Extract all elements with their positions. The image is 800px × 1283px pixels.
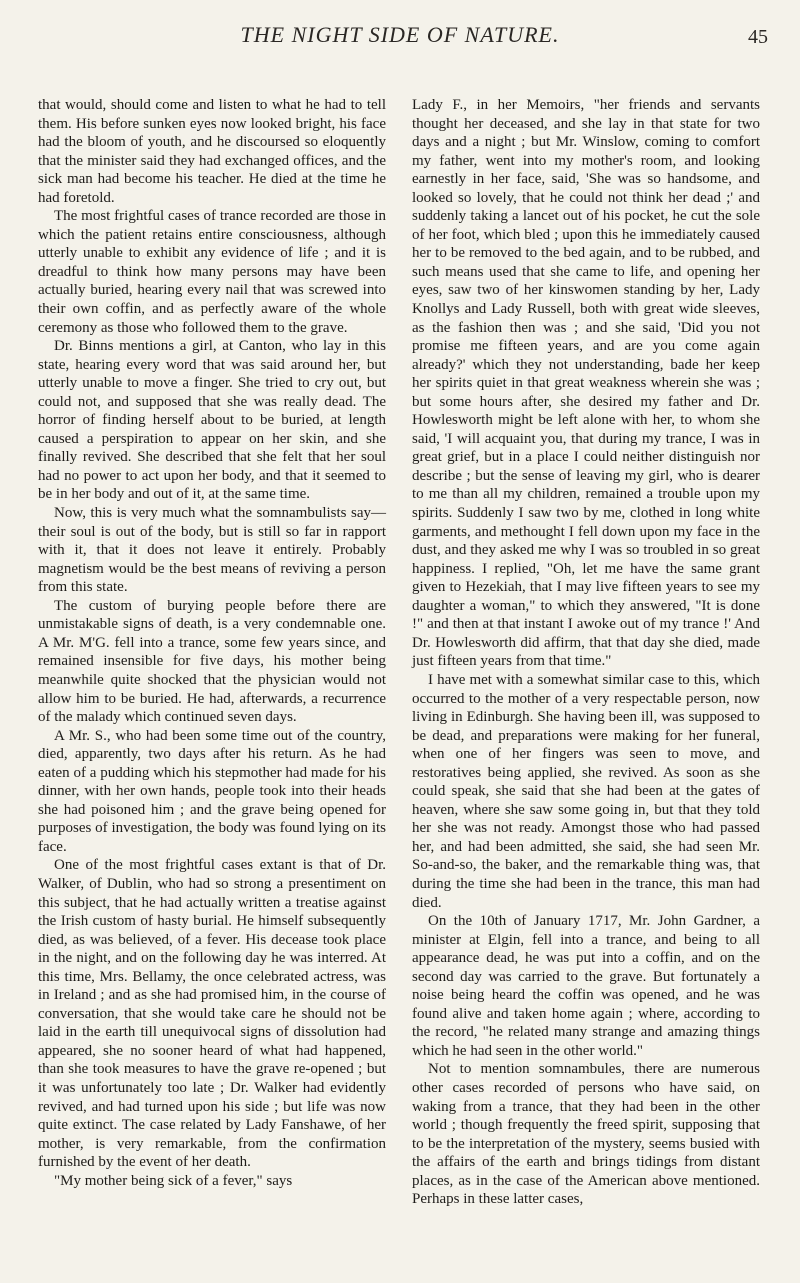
paragraph: I have met with a somewhat similar case to this, which occurred to the mother of a very respectable person, now living in Edinburgh. She having been ill, was supposed to be dead, and preparations were making for her funeral, when one of her fingers was seen to move, and restoratives being applied, she revived. As soon as she could speak, she said that she had been at the gates of heaven, where she saw some going in, but that they told her she was not ready. Amongst those who had passed her, and had been admitted, she said, she had seen Mr. So-and-so, the baker, and the remarkable thing was, that during the time she had been in the trance, this man had died. bbox=[412, 671, 760, 911]
page-header bbox=[0, 20, 800, 60]
paragraph: that would, should come and listen to what he had to tell them. His before sunken eyes now looked bright, his face had the bloom of youth, and he discoursed so eloquently that the minister said they had exchanged offices, and the sick man had become his teacher. He died at the time he had foretold. bbox=[38, 97, 386, 206]
paragraph: A Mr. S., who had been some time out of the country, died, apparently, two days after his return. As he had eaten of a pudding which his stepmother had made for his dinner, with her own hands, people took into their heads she had poisoned him ; and the grave being opened for purposes of investigation, the body was found lying on its face. bbox=[38, 727, 386, 855]
paragraph: Lady F., in her Memoirs, "her friends and servants thought her deceased, and she lay in that state for two days and a night ; but Mr. Winslow, coming to comfort my father, went into my mother's room, and looking earnestly in her face, said, 'She was so handsome, and looked so lovely, that he could not think her dead ;' and suddenly taking a lancet out of his pocket, he cut the sole of her foot, which bled ; upon this he immediately caused her to be removed to the bed again, and to be rubbed, and such means used that she came to life, and opening her eyes, saw two of her kinswomen standing by her, Lady Knollys and Lady Russell, both with great wide sleeves, as the fashion then was ; and she said, 'Did you not promise me fifteen years, and are you come again already?' which they not understanding, bade her keep her spirits quiet in that great weakness wherein she was ; but some hours after, she desired my father and Dr. Howlesworth might be left alone with her, to whom she said, 'I will acquaint you, that during my trance, I was in great grief, but in a place I could neither distinguish nor describe ; but the sense of leaving my girl, who is dearer to me than all my children, remained a trouble upon my spirits. Suddenly I saw two by me, clothed in long white garments, and methought I fell down upon my face in the dust, and they asked me why I was so troubled in so great happiness. I replied, "Oh, let me have the same grant given to Hezekiah, that I may live fifteen years to see my daughter a woman," to which they answered, "It is done !" and then at that instant I awoke out of my trance !' And Dr. Howlesworth did affirm, that that day she died, made just fifteen years from that time." bbox=[412, 97, 760, 670]
paragraph: "My mother being sick of a fever," says bbox=[54, 1172, 293, 1189]
paragraph: The most frightful cases of trance recorded are those in which the patient retains entire consciousness, although utterly unable to exhibit any evidence of life ; and it is dreadful to think how many persons may have been actually buried, hearing every nail that was screwed into their own coffin, and as perfectly aware of the whole ceremony as those who followed them to the grave. bbox=[38, 208, 386, 336]
paragraph: Now, this is very much what the somnambulists say—their soul is out of the body, but is still so far in rapport with it, that it does not leave it entirely. Probably magnetism would be the best means of reviving a person from this state. bbox=[38, 505, 386, 596]
paragraph: Dr. Binns mentions a girl, at Canton, who lay in this state, hearing every word that was said around her, but utterly unable to move a finger. She tried to cry out, but could not, and supposed that she was really dead. The horror of finding herself about to be buried, at length caused a perspiration to appear on her skin, and she finally revived. She described that she felt that her soul had no power to act upon her body, and that it seemed to be in her body and out of it, at the same time. bbox=[38, 338, 386, 503]
running-title: THE NIGHT SIDE OF NATURE. bbox=[240, 22, 560, 47]
paragraph: The custom of burying people before there are unmistakable signs of death, is a very condemnable one. A Mr. M'G. fell into a trance, some few years since, and remained insensible for five days, his mother being meanwhile quite shocked that the physician would not allow him to be buried. He had, afterwards, a recurrence of the malady which continued seven days. bbox=[38, 597, 386, 726]
right-column bbox=[412, 96, 760, 1209]
paragraph: One of the most frightful cases extant is that of Dr. Walker, of Dublin, who had so strong a presentiment on this subject, that he had actually written a treatise against the Irish custom of hasty burial. He himself subsequently died, as was believed, of a fever. His decease took place in the night, and on the following day he was interred. At this time, Mrs. Bellamy, the once celebrated actress, was in Ireland ; and as she had promised him, in the course of conversation, that she would take care he should not be laid in the earth till unequivocal signs of dissolution had appeared, she no sooner heard of what had happened, than she took measures to have the grave re-opened ; but it was unfortunately too late ; Dr. Walker had evidently revived, and had turned upon his side ; but life was now quite extinct. The case related by Lady Fanshawe, of her mother, is very remarkable, from the confirmation furnished by the event of her death. bbox=[38, 857, 386, 1171]
left-column bbox=[38, 96, 386, 1190]
paragraph: On the 10th of January 1717, Mr. John Gardner, a minister at Elgin, fell into a trance, and being to all appearance dead, he was put into a coffin, and on the second day was carried to the grave. But fortunately a noise being heard the coffin was opened, and he was found alive and taken home again ; where, according to the record, "he related many strange and amazing things which he had seen in the other world." bbox=[412, 913, 760, 1059]
page-number: 45 bbox=[748, 26, 768, 48]
paragraph: Not to mention somnambules, there are numerous other cases recorded of persons who have said, on waking from a trance, that they had been in the other world ; though frequently the freed spirit, supposing that to be the interpretation of the mystery, seems busied with the affairs of the earth and brings tidings from distant places, as in the case of the American above mentioned. Perhaps in these latter cases, bbox=[412, 1061, 760, 1208]
